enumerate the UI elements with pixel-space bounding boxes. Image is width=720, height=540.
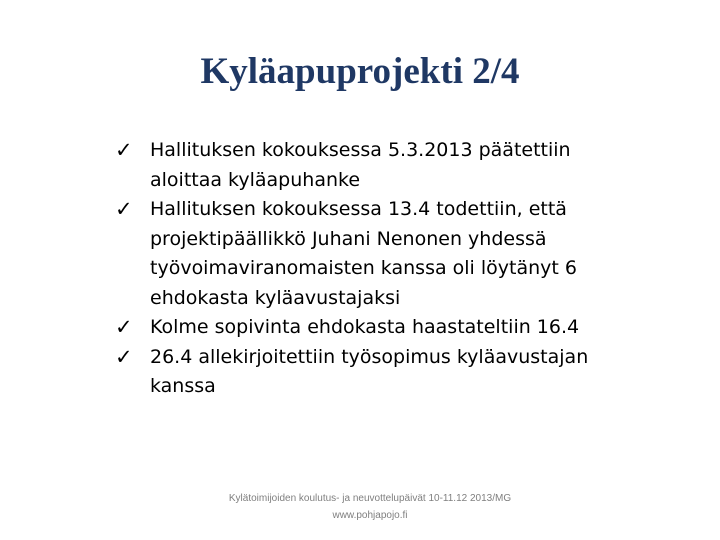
check-icon: ✓ xyxy=(115,197,133,221)
bullet-text: Hallituksen kokouksessa 13.4 todettiin, että projektipäällikkö Juhani Nenonen yhdessä työvoimaviranomaisten kanssa oli löytänyt 6 ehdokasta kyläavustajaksi xyxy=(150,198,577,309)
bullet-item xyxy=(112,195,612,313)
check-icon: ✓ xyxy=(115,315,133,339)
footer-event-text: Kylätoimijoiden koulutus- ja neuvottelupäivät 10-11.12 2013/MG xyxy=(228,493,512,504)
bullet-text: 26.4 allekirjoitettiin työsopimus kyläavustajan kanssa xyxy=(150,345,589,397)
bullet-list xyxy=(112,136,612,402)
bullet-text: Kolme sopivinta ehdokasta haastateltiin 16.4 xyxy=(150,316,580,338)
slide-title: Kyläapuprojekti 2/4 xyxy=(200,51,520,92)
check-icon: ✓ xyxy=(115,138,133,162)
slide-footer xyxy=(0,490,720,524)
bullet-item xyxy=(112,343,612,402)
footer-website-text: www.pohjapojo.fi xyxy=(332,510,408,521)
bullet-item xyxy=(112,313,612,343)
check-icon: ✓ xyxy=(115,344,133,369)
bullet-text: Hallituksen kokouksessa 5.3.2013 päätettiin aloittaa kyläapuhanke xyxy=(150,139,571,191)
bullet-item xyxy=(112,136,612,195)
